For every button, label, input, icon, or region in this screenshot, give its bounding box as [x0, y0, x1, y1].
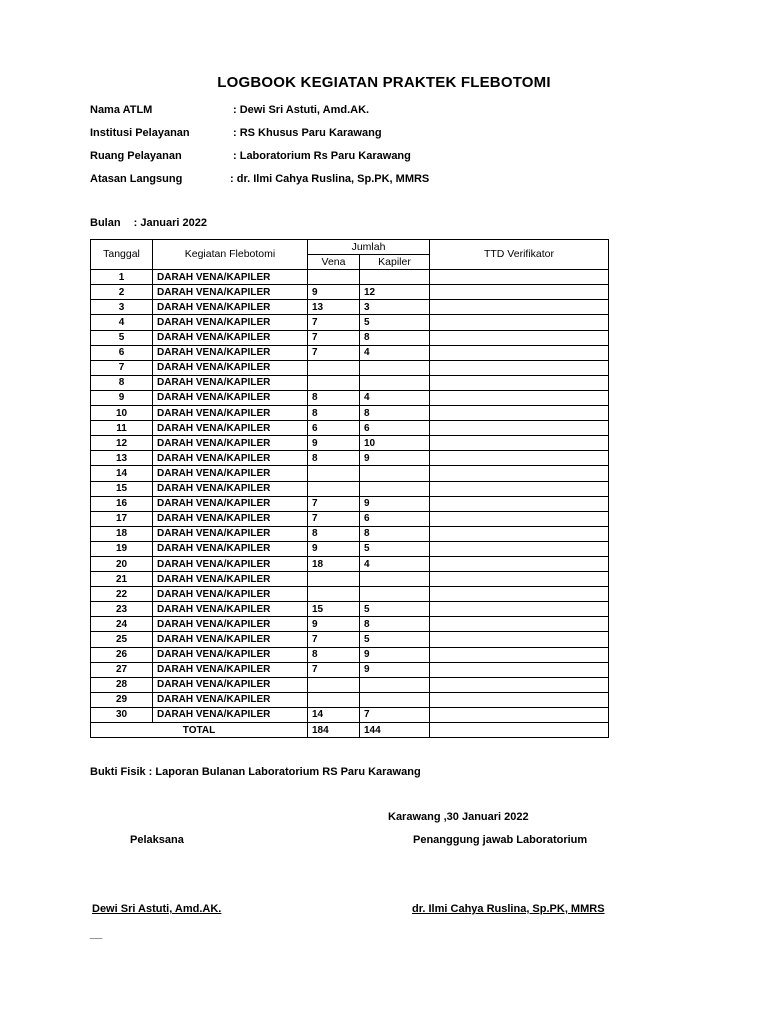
cell-ttd [430, 360, 609, 375]
cell-tanggal: 6 [91, 345, 153, 360]
cell-kapiler: 5 [360, 602, 430, 617]
table-row [91, 345, 609, 360]
cell-vena [308, 466, 360, 481]
cell-kegiatan: DARAH VENA/KAPILER [153, 632, 308, 647]
cell-kapiler: 8 [360, 617, 430, 632]
table-row [91, 511, 609, 526]
cell-kapiler: 9 [360, 662, 430, 677]
cell-tanggal: 29 [91, 692, 153, 707]
cell-kapiler: 5 [360, 315, 430, 330]
cell-ttd [430, 707, 609, 722]
cell-ttd [430, 632, 609, 647]
table-row [91, 481, 609, 496]
cell-kapiler: 12 [360, 285, 430, 300]
cell-tanggal: 2 [91, 285, 153, 300]
cell-tanggal: 12 [91, 436, 153, 451]
cell-ttd [430, 300, 609, 315]
table-row [91, 270, 609, 285]
cell-ttd [430, 602, 609, 617]
cell-kegiatan: DARAH VENA/KAPILER [153, 511, 308, 526]
bulan-value: : Januari 2022 [133, 217, 207, 229]
header-kegiatan: Kegiatan Flebotomi [153, 240, 308, 270]
table-row [91, 602, 609, 617]
cell-vena: 7 [308, 315, 360, 330]
cell-vena: 8 [308, 647, 360, 662]
cell-kegiatan: DARAH VENA/KAPILER [153, 602, 308, 617]
cell-vena: 14 [308, 707, 360, 722]
cell-ttd [430, 466, 609, 481]
signature-left-role: Pelaksana [130, 834, 184, 846]
cell-vena: 8 [308, 390, 360, 405]
total-kapiler: 144 [360, 723, 430, 738]
cell-ttd [430, 526, 609, 541]
cell-vena [308, 481, 360, 496]
cell-tanggal: 14 [91, 466, 153, 481]
cell-kegiatan: DARAH VENA/KAPILER [153, 662, 308, 677]
trailing-mark: __ [90, 928, 103, 940]
cell-tanggal: 26 [91, 647, 153, 662]
cell-ttd [430, 587, 609, 602]
cell-tanggal: 9 [91, 390, 153, 405]
meta-label-institusi: Institusi Pelayanan [90, 127, 190, 139]
cell-kegiatan: DARAH VENA/KAPILER [153, 587, 308, 602]
table-row [91, 375, 609, 390]
cell-kegiatan: DARAH VENA/KAPILER [153, 707, 308, 722]
cell-vena: 7 [308, 330, 360, 345]
table-row [91, 406, 609, 421]
signature-right-name: dr. Ilmi Cahya Ruslina, Sp.PK, MMRS [412, 903, 605, 915]
table-row [91, 677, 609, 692]
table-row [91, 707, 609, 722]
cell-kegiatan: DARAH VENA/KAPILER [153, 360, 308, 375]
cell-vena: 9 [308, 436, 360, 451]
cell-kapiler [360, 270, 430, 285]
cell-kegiatan: DARAH VENA/KAPILER [153, 300, 308, 315]
table-row [91, 617, 609, 632]
signature-left-name: Dewi Sri Astuti, Amd.AK. [92, 903, 222, 915]
cell-kapiler: 6 [360, 511, 430, 526]
cell-kapiler: 4 [360, 556, 430, 571]
table-row [91, 587, 609, 602]
table-row [91, 300, 609, 315]
page-title: LOGBOOK KEGIATAN PRAKTEK FLEBOTOMI [217, 74, 551, 91]
cell-kegiatan: DARAH VENA/KAPILER [153, 390, 308, 405]
cell-kapiler: 4 [360, 345, 430, 360]
cell-vena [308, 677, 360, 692]
cell-tanggal: 13 [91, 451, 153, 466]
table-row [91, 692, 609, 707]
cell-kegiatan: DARAH VENA/KAPILER [153, 481, 308, 496]
cell-tanggal: 17 [91, 511, 153, 526]
table-row [91, 496, 609, 511]
cell-tanggal: 8 [91, 375, 153, 390]
cell-tanggal: 18 [91, 526, 153, 541]
logbook-table [90, 239, 609, 738]
table-row [91, 632, 609, 647]
table-row [91, 662, 609, 677]
cell-ttd [430, 421, 609, 436]
header-tanggal: Tanggal [91, 240, 153, 270]
cell-kapiler: 9 [360, 496, 430, 511]
cell-ttd [430, 572, 609, 587]
cell-ttd [430, 617, 609, 632]
table-row [91, 647, 609, 662]
table-row [91, 466, 609, 481]
cell-vena [308, 587, 360, 602]
cell-kegiatan: DARAH VENA/KAPILER [153, 617, 308, 632]
table-row [91, 436, 609, 451]
header-vena: Vena [308, 255, 360, 270]
table-row [91, 330, 609, 345]
cell-kapiler [360, 375, 430, 390]
cell-kapiler: 8 [360, 526, 430, 541]
cell-kegiatan: DARAH VENA/KAPILER [153, 285, 308, 300]
cell-tanggal: 27 [91, 662, 153, 677]
cell-ttd [430, 285, 609, 300]
cell-kapiler [360, 572, 430, 587]
cell-kapiler: 8 [360, 406, 430, 421]
cell-vena: 7 [308, 345, 360, 360]
cell-tanggal: 22 [91, 587, 153, 602]
cell-kegiatan: DARAH VENA/KAPILER [153, 526, 308, 541]
cell-kegiatan: DARAH VENA/KAPILER [153, 436, 308, 451]
cell-tanggal: 5 [91, 330, 153, 345]
cell-kegiatan: DARAH VENA/KAPILER [153, 330, 308, 345]
cell-tanggal: 28 [91, 677, 153, 692]
cell-kegiatan: DARAH VENA/KAPILER [153, 541, 308, 556]
cell-ttd [430, 556, 609, 571]
bukti-fisik: Bukti Fisik : Laporan Bulanan Laboratorium RS Paru Karawang [90, 766, 421, 778]
cell-kapiler: 5 [360, 632, 430, 647]
cell-tanggal: 30 [91, 707, 153, 722]
cell-kapiler: 5 [360, 541, 430, 556]
cell-ttd [430, 511, 609, 526]
cell-tanggal: 1 [91, 270, 153, 285]
cell-vena [308, 692, 360, 707]
cell-tanggal: 11 [91, 421, 153, 436]
cell-tanggal: 10 [91, 406, 153, 421]
cell-vena [308, 375, 360, 390]
bulan-label: Bulan [90, 217, 121, 229]
cell-ttd [430, 541, 609, 556]
cell-kegiatan: DARAH VENA/KAPILER [153, 496, 308, 511]
meta-value-ruang: : Laboratorium Rs Paru Karawang [233, 150, 411, 162]
total-ttd [430, 723, 609, 738]
cell-kegiatan: DARAH VENA/KAPILER [153, 466, 308, 481]
cell-vena: 8 [308, 406, 360, 421]
cell-kegiatan: DARAH VENA/KAPILER [153, 270, 308, 285]
cell-tanggal: 7 [91, 360, 153, 375]
cell-ttd [430, 270, 609, 285]
cell-ttd [430, 481, 609, 496]
cell-vena: 7 [308, 662, 360, 677]
cell-kapiler: 4 [360, 390, 430, 405]
cell-ttd [430, 406, 609, 421]
table-row [91, 572, 609, 587]
meta-label-nama: Nama ATLM [90, 104, 153, 116]
cell-kegiatan: DARAH VENA/KAPILER [153, 345, 308, 360]
cell-tanggal: 21 [91, 572, 153, 587]
cell-tanggal: 3 [91, 300, 153, 315]
cell-tanggal: 4 [91, 315, 153, 330]
cell-tanggal: 16 [91, 496, 153, 511]
cell-ttd [430, 375, 609, 390]
cell-vena: 9 [308, 617, 360, 632]
cell-vena: 15 [308, 602, 360, 617]
cell-kegiatan: DARAH VENA/KAPILER [153, 375, 308, 390]
cell-ttd [430, 496, 609, 511]
cell-vena: 6 [308, 421, 360, 436]
cell-kapiler [360, 360, 430, 375]
cell-kapiler: 10 [360, 436, 430, 451]
cell-tanggal: 20 [91, 556, 153, 571]
cell-kapiler [360, 587, 430, 602]
cell-kegiatan: DARAH VENA/KAPILER [153, 677, 308, 692]
meta-value-institusi: : RS Khusus Paru Karawang [233, 127, 382, 139]
cell-tanggal: 15 [91, 481, 153, 496]
signature-right-role: Penanggung jawab Laboratorium [413, 834, 588, 846]
cell-vena: 9 [308, 285, 360, 300]
cell-ttd [430, 692, 609, 707]
cell-ttd [430, 451, 609, 466]
cell-ttd [430, 436, 609, 451]
meta-value-atasan: : dr. Ilmi Cahya Ruslina, Sp.PK, MMRS [230, 173, 430, 185]
cell-kapiler: 9 [360, 647, 430, 662]
table-row [91, 421, 609, 436]
cell-vena [308, 270, 360, 285]
cell-vena [308, 572, 360, 587]
cell-kapiler [360, 481, 430, 496]
cell-vena: 7 [308, 511, 360, 526]
bulan-line [90, 217, 217, 229]
cell-vena: 9 [308, 541, 360, 556]
cell-kegiatan: DARAH VENA/KAPILER [153, 556, 308, 571]
cell-kapiler: 8 [360, 330, 430, 345]
table-row [91, 285, 609, 300]
cell-tanggal: 24 [91, 617, 153, 632]
cell-vena: 7 [308, 632, 360, 647]
cell-kegiatan: DARAH VENA/KAPILER [153, 692, 308, 707]
cell-vena: 13 [308, 300, 360, 315]
cell-kapiler [360, 677, 430, 692]
header-ttd: TTD Verifikator [430, 240, 609, 270]
cell-vena: 18 [308, 556, 360, 571]
total-row [91, 723, 609, 738]
cell-kegiatan: DARAH VENA/KAPILER [153, 406, 308, 421]
cell-ttd [430, 662, 609, 677]
table-row [91, 360, 609, 375]
cell-kegiatan: DARAH VENA/KAPILER [153, 421, 308, 436]
cell-ttd [430, 677, 609, 692]
cell-kegiatan: DARAH VENA/KAPILER [153, 315, 308, 330]
table-row [91, 526, 609, 541]
meta-label-ruang: Ruang Pelayanan [90, 150, 182, 162]
cell-vena: 8 [308, 526, 360, 541]
cell-ttd [430, 315, 609, 330]
table-body [91, 270, 609, 723]
cell-tanggal: 25 [91, 632, 153, 647]
table-row [91, 541, 609, 556]
meta-label-atasan: Atasan Langsung [90, 173, 183, 185]
cell-kegiatan: DARAH VENA/KAPILER [153, 451, 308, 466]
cell-ttd [430, 647, 609, 662]
header-jumlah: Jumlah [308, 240, 430, 255]
cell-ttd [430, 330, 609, 345]
place-date: Karawang ,30 Januari 2022 [388, 811, 529, 823]
total-label: TOTAL [91, 723, 308, 738]
cell-kapiler: 9 [360, 451, 430, 466]
cell-kapiler: 3 [360, 300, 430, 315]
cell-vena [308, 360, 360, 375]
table-row [91, 451, 609, 466]
cell-kapiler [360, 466, 430, 481]
cell-kapiler: 7 [360, 707, 430, 722]
cell-kegiatan: DARAH VENA/KAPILER [153, 647, 308, 662]
cell-kapiler [360, 692, 430, 707]
total-vena: 184 [308, 723, 360, 738]
cell-tanggal: 19 [91, 541, 153, 556]
cell-tanggal: 23 [91, 602, 153, 617]
table-row [91, 556, 609, 571]
table-row [91, 390, 609, 405]
cell-kapiler: 6 [360, 421, 430, 436]
cell-vena: 7 [308, 496, 360, 511]
cell-ttd [430, 345, 609, 360]
meta-value-nama: : Dewi Sri Astuti, Amd.AK. [233, 104, 370, 116]
cell-ttd [430, 390, 609, 405]
header-kapiler: Kapiler [360, 255, 430, 270]
cell-kegiatan: DARAH VENA/KAPILER [153, 572, 308, 587]
cell-vena: 8 [308, 451, 360, 466]
table-row [91, 315, 609, 330]
